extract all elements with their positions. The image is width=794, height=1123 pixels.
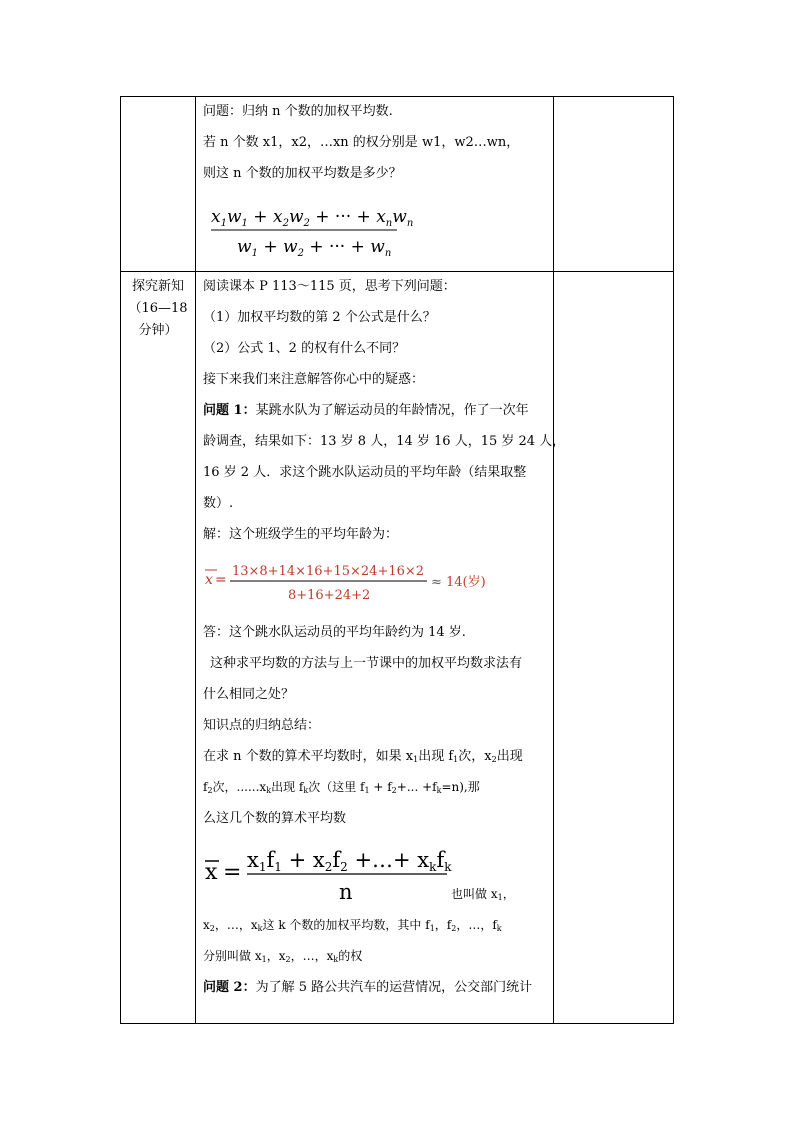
svg-text:=: = bbox=[223, 860, 242, 885]
problem-text: 某跳水队为了解运动员的年龄情况，作了一次年 bbox=[255, 403, 529, 418]
formula-denominator: 8+16+24+2 bbox=[288, 588, 371, 603]
content-cell bbox=[196, 97, 554, 272]
formula-approx: ≈ bbox=[431, 575, 442, 590]
question-item: （2）公式 1、2 的权有什么不同？ bbox=[203, 341, 406, 356]
svg-text:n: n bbox=[339, 880, 353, 904]
weights-description: $x_2$，…，$x_k$这 k 个数的加权平均数，其中 $f_1$，$f_2$，…，$f_k$ bbox=[203, 918, 502, 933]
formula-result: 14(岁) bbox=[446, 575, 486, 590]
arith-mean-block bbox=[203, 839, 549, 911]
formula-numerator: 13×8+14×16+15×24+16×2 bbox=[232, 564, 425, 579]
weights-description: 分别叫做 $x_1$，$x_2$，…，$x_k$的权 bbox=[203, 949, 363, 964]
compare-question-cont: 什么相同之处？ bbox=[203, 687, 295, 702]
svg-text:x: x bbox=[205, 860, 218, 885]
notes-cell bbox=[554, 272, 674, 1024]
lesson-plan-table bbox=[120, 96, 674, 1024]
question-text: 问题：归纳 n 个数的加权平均数. bbox=[203, 104, 393, 119]
table-row bbox=[121, 97, 674, 272]
compare-question: 这种求平均数的方法与上一节课中的加权平均数求法有 bbox=[210, 656, 523, 671]
formula-eq: = bbox=[215, 572, 227, 588]
svg-text:x1f1 + x2f2 +…+ xkfk: x1f1 + x2f2 +…+ xkfk bbox=[247, 848, 452, 874]
problem-text: 为了解 5 路公共汽车的运营情况，公交部门统计 bbox=[255, 980, 533, 995]
table-row bbox=[121, 272, 674, 1024]
stage-time: 分钟） bbox=[138, 323, 178, 338]
content-cell bbox=[196, 272, 566, 1024]
stage-cell bbox=[121, 97, 196, 272]
weighted-mean-formula bbox=[209, 202, 414, 260]
problem-1-cont: 数）. bbox=[203, 496, 234, 511]
problem-1-cont: 16 岁 2 人．求这个跳水队运动员的平均年龄（结果取整 bbox=[203, 465, 527, 480]
solution-intro: 解：这个班级学生的平均年龄为： bbox=[203, 527, 399, 542]
arithmetic-mean-formula bbox=[203, 843, 453, 911]
problem-label: 问题 2： bbox=[203, 980, 256, 995]
svg-text:x1w1 + x2w2 + ··· + xnwn: $x_1w_1 + x_2w_2$ + ··· + $x_nw_n$ bbox=[211, 207, 414, 229]
summary-text: $f_2$次，$......x_k$出现 $f_k$次（这里 $f_1 + f_2+$... $+f_k=n$),那 bbox=[203, 780, 480, 795]
stage-cell bbox=[121, 272, 196, 1024]
svg-text:w1 + w2 + ··· + wn: $w_1 + w_2$ + ··· + $w_n$ bbox=[237, 237, 392, 259]
problem-1-cont: 龄调查，结果如下：13 岁 8 人，14 岁 16 人，15 岁 24 人， bbox=[203, 434, 566, 449]
problem-label: 问题 1： bbox=[203, 403, 256, 418]
formula-lhs: x bbox=[205, 572, 213, 588]
also-called-text: 也叫做 $x_1$， bbox=[451, 887, 515, 902]
stage-time: （16—18 bbox=[128, 301, 188, 316]
notes-cell bbox=[554, 97, 674, 272]
question-item: （1）加权平均数的第 2 个公式是什么？ bbox=[203, 310, 436, 325]
weights-text: 若 n 个数 x1，x2，…xn 的权分别是 w1，w2…wn， bbox=[203, 135, 520, 150]
problem-2 bbox=[203, 977, 549, 998]
reading-task: 阅读课本 P 113～115 页，思考下列问题： bbox=[203, 279, 456, 294]
transition-text: 接下来我们来注意解答你心中的疑惑： bbox=[203, 372, 425, 387]
question-ask: 则这 n 个数的加权平均数是多少？ bbox=[203, 166, 402, 181]
age-mean-formula bbox=[203, 557, 503, 607]
summary-title: 知识点的归纳总结： bbox=[203, 718, 321, 733]
problem-1 bbox=[203, 400, 549, 421]
summary-text: 么这几个数的算术平均数 bbox=[203, 811, 347, 826]
stage-title: 探究新知 bbox=[131, 279, 184, 294]
answer-text: 答：这个跳水队运动员的平均年龄约为 14 岁. bbox=[203, 625, 466, 640]
summary-text: 在求 n 个数的算术平均数时，如果 $x_1$出现 $f_1$次，$x_2$出现 bbox=[203, 749, 523, 764]
